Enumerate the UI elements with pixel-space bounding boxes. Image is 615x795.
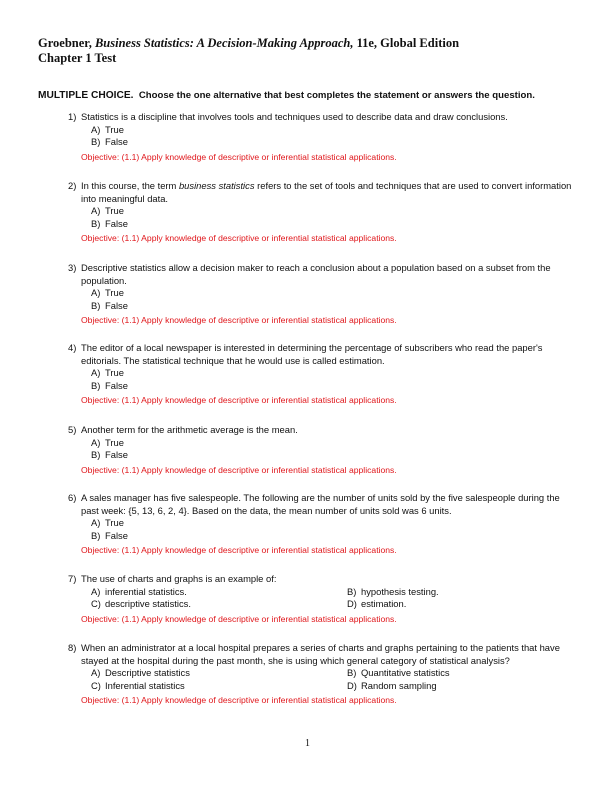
- objective-note: Objective: (1.1) Apply knowledge of descriptive or inferential statistical applications.: [81, 695, 397, 706]
- question-stem: [68, 424, 578, 437]
- question-3: [68, 262, 578, 326]
- question-number: 2): [68, 180, 77, 191]
- answer-options: [68, 667, 578, 692]
- question-number: 8): [68, 642, 77, 653]
- question-1: [68, 111, 578, 163]
- option-d[interactable]: D) Random sampling: [347, 679, 437, 691]
- option-a[interactable]: A) Descriptive statistics: [91, 667, 190, 679]
- question-6: [68, 492, 578, 556]
- question-number: 7): [68, 573, 77, 584]
- objective-note: Objective: (1.1) Apply knowledge of descriptive or inferential statistical applications.: [81, 151, 397, 162]
- option-b[interactable]: B) False: [91, 379, 128, 391]
- question-stem: [68, 342, 578, 367]
- question-number: 4): [68, 342, 77, 353]
- question-text: A sales manager has five salespeople. The following are the number of units sold by the five salespeople during the past week: {5, 13, 6, 2, 4}. Based on the data, the mean number of units sold was 6 units.: [81, 492, 560, 516]
- question-stem: [68, 180, 578, 205]
- objective-note: Objective: (1.1) Apply knowledge of descriptive or inferential statistical applications.: [81, 233, 397, 244]
- section-type: MULTIPLE CHOICE.: [38, 90, 134, 101]
- question-number: 3): [68, 262, 77, 273]
- question-stem: [68, 492, 578, 517]
- objective-note: Objective: (1.1) Apply knowledge of descriptive or inferential statistical applications.: [81, 545, 397, 556]
- question-text: The use of charts and graphs is an example of:: [81, 573, 277, 584]
- answer-options: [68, 287, 578, 312]
- option-a[interactable]: A) True: [91, 205, 124, 217]
- objective-note: Objective: (1.1) Apply knowledge of descriptive or inferential statistical applications.: [81, 464, 397, 475]
- answer-options: [68, 437, 578, 462]
- document-header: [38, 36, 459, 66]
- option-b[interactable]: B) Quantitative statistics: [347, 667, 450, 679]
- option-b[interactable]: B) False: [91, 217, 128, 229]
- option-b[interactable]: B) False: [91, 529, 128, 541]
- question-text: In this course, the term business statistics refers to the set of tools and techniques that are used to convert information into meaningful data.: [81, 180, 572, 204]
- test-title: Chapter 1 Test: [38, 51, 117, 65]
- answer-options: [68, 517, 578, 542]
- question-stem: [68, 573, 578, 586]
- question-text: Descriptive statistics allow a decision maker to reach a conclusion about a population based on a subset from the population.: [81, 262, 551, 286]
- option-c[interactable]: C) descriptive statistics.: [91, 598, 191, 610]
- answer-options: [68, 367, 578, 392]
- edition: 11e, Global Edition: [356, 36, 460, 50]
- page-number: 1: [305, 738, 310, 749]
- option-c[interactable]: C) Inferential statistics: [91, 679, 185, 691]
- author: Groebner,: [38, 36, 92, 50]
- section-heading: [38, 90, 535, 102]
- question-stem: [68, 111, 578, 124]
- question-7: [68, 573, 578, 625]
- question-number: 6): [68, 492, 77, 503]
- answer-options: [68, 205, 578, 230]
- option-b[interactable]: B) hypothesis testing.: [347, 585, 439, 597]
- book-title: Business Statistics: A Decision-Making Approach,: [94, 36, 354, 50]
- option-b[interactable]: B) False: [91, 449, 128, 461]
- option-d[interactable]: D) estimation.: [347, 598, 407, 610]
- objective-note: Objective: (1.1) Apply knowledge of descriptive or inferential statistical applications.: [81, 395, 397, 406]
- objective-note: Objective: (1.1) Apply knowledge of descriptive or inferential statistical applications.: [81, 315, 397, 326]
- answer-options: [68, 586, 578, 611]
- italic-term: business statistics: [178, 180, 255, 191]
- option-a[interactable]: A) True: [91, 436, 124, 448]
- question-4: [68, 342, 578, 406]
- objective-note: Objective: (1.1) Apply knowledge of descriptive or inferential statistical applications.: [81, 613, 397, 624]
- option-a[interactable]: A) True: [91, 123, 124, 135]
- option-a[interactable]: A) inferential statistics.: [91, 585, 187, 597]
- question-text: The editor of a local newspaper is interested in determining the percentage of subscribers who read the paper's editorials. The statistical technique that he would use is called estimation.: [81, 342, 543, 366]
- option-b[interactable]: B) False: [91, 299, 128, 311]
- option-a[interactable]: A) True: [91, 367, 124, 379]
- answer-options: [68, 124, 578, 149]
- option-a[interactable]: A) True: [91, 287, 124, 299]
- question-text: Another term for the arithmetic average is the mean.: [81, 424, 298, 435]
- question-number: 5): [68, 424, 77, 435]
- question-text: When an administrator at a local hospital prepares a series of charts and graphs pertaining to the patients that have stayed at the hospital during the past month, she is using which general category of statistical analysis?: [81, 642, 560, 666]
- question-stem: [68, 262, 578, 287]
- question-number: 1): [68, 111, 77, 122]
- section-instruction: Choose the one alternative that best completes the statement or answers the question.: [138, 90, 535, 101]
- question-2: [68, 180, 578, 244]
- book-citation: [38, 36, 459, 51]
- question-8: [68, 642, 578, 706]
- question-text: Statistics is a discipline that involves tools and techniques used to describe data and draw conclusions.: [81, 111, 508, 122]
- option-a[interactable]: A) True: [91, 517, 124, 529]
- option-b[interactable]: B) False: [91, 136, 128, 148]
- question-stem: [68, 642, 578, 667]
- question-5: [68, 424, 578, 476]
